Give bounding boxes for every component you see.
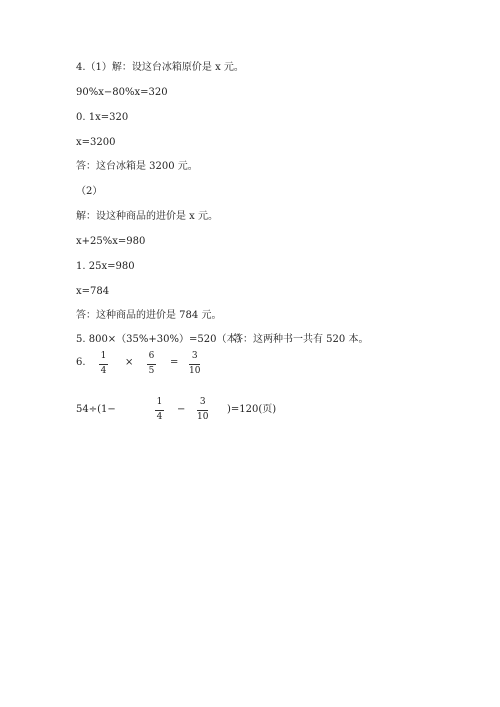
- answer-line: 答：这台冰箱是 3200 元。: [76, 161, 198, 172]
- question-6-label: 6.: [76, 357, 86, 368]
- expression-suffix: )=120(页): [227, 404, 277, 415]
- fraction-bar: [155, 410, 164, 411]
- minus-sign: −: [177, 404, 186, 415]
- fraction-denominator: 10: [189, 366, 201, 376]
- fraction-numerator: 3: [199, 397, 206, 407]
- solution-4-1-setup: 4.（1）解：设这台冰箱原价是 x 元。: [76, 62, 244, 73]
- fraction-bar: [197, 410, 208, 411]
- solution-5-equation: 5. 800×（35%+30%）=520（本）: [76, 334, 247, 345]
- equation-line: 90%x−80%x=320: [76, 87, 168, 98]
- fraction-numerator: 3: [191, 351, 198, 361]
- fraction-numerator: 6: [148, 351, 155, 361]
- fraction-denominator: 4: [100, 366, 107, 376]
- fraction-denominator: 4: [156, 412, 163, 422]
- equation-line: 0. 1x=320: [76, 112, 129, 123]
- fraction-numerator: 1: [156, 397, 163, 407]
- equation-line: x=3200: [76, 137, 116, 148]
- equals-sign: =: [170, 357, 179, 368]
- part-2-label: （2）: [76, 186, 103, 197]
- fraction: [155, 397, 164, 423]
- equation-line: x+25%x=980: [76, 236, 146, 247]
- solution-4-2-setup: 解：设这种商品的进价是 x 元。: [76, 211, 218, 222]
- equation-line: 1. 25x=980: [76, 261, 135, 272]
- fraction: [147, 351, 156, 377]
- multiply-sign: ×: [125, 357, 134, 368]
- fraction: [189, 351, 200, 377]
- answer-line: 答：这种商品的进价是 784 元。: [76, 310, 222, 321]
- equation-line: x=784: [76, 286, 110, 297]
- solution-5-answer: 答：这两种书一共有 520 本。: [233, 334, 369, 345]
- fraction-denominator: 5: [148, 366, 155, 376]
- fraction: [99, 351, 108, 377]
- fraction: [197, 397, 208, 423]
- expression-prefix: 54÷(1−: [76, 404, 116, 415]
- fraction-numerator: 1: [100, 351, 107, 361]
- fraction-bar: [147, 364, 156, 365]
- fraction-bar: [99, 364, 108, 365]
- fraction-bar: [189, 364, 200, 365]
- fraction-denominator: 10: [197, 412, 209, 422]
